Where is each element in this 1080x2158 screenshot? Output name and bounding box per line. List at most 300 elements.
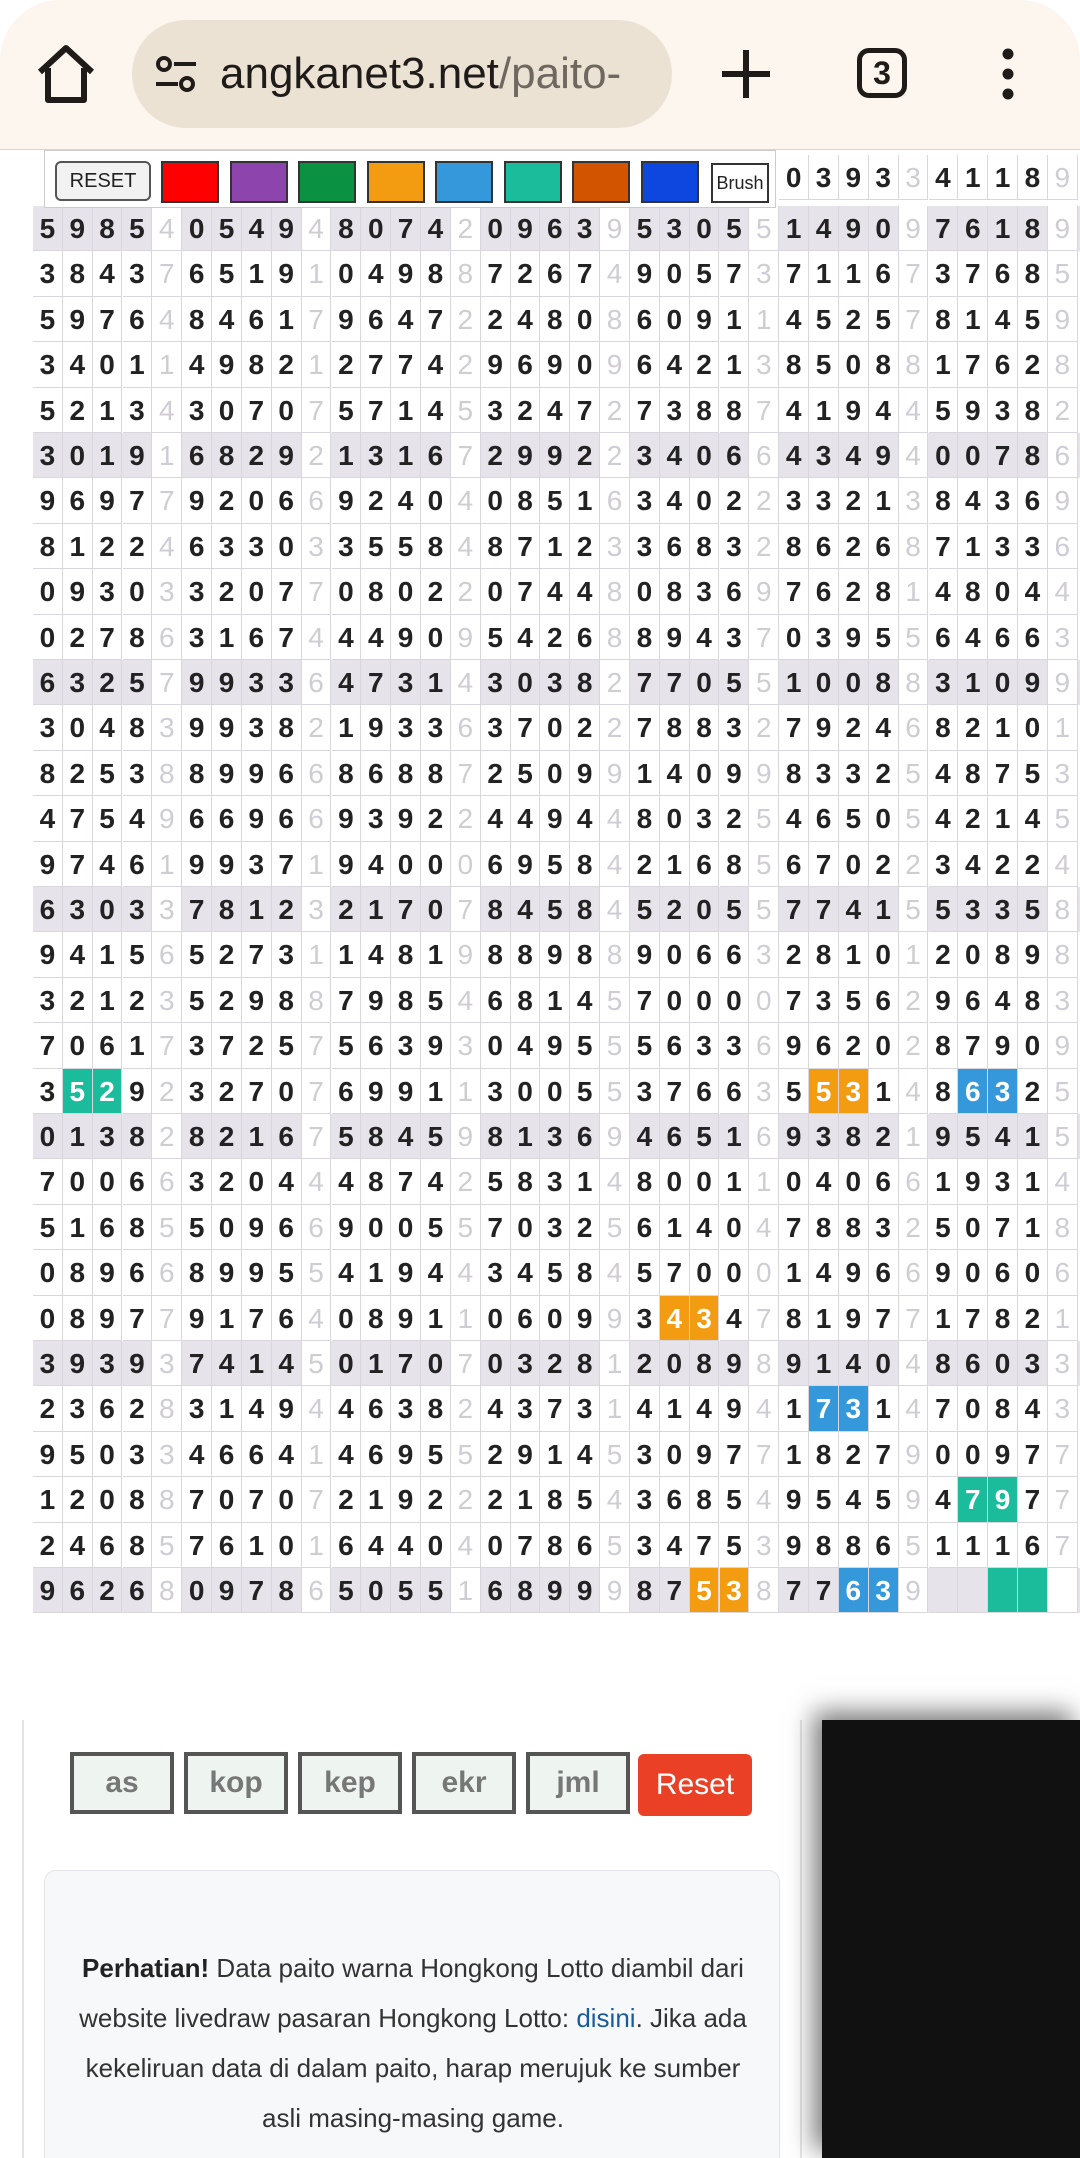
paito-cell[interactable]: 0 bbox=[272, 1523, 302, 1568]
paito-cell[interactable]: 1 bbox=[63, 524, 93, 569]
paito-cell[interactable]: 7 bbox=[988, 751, 1018, 796]
paito-cell[interactable]: 1 bbox=[958, 155, 988, 200]
paito-sep-cell[interactable]: 4 bbox=[302, 1159, 332, 1204]
paito-cell[interactable]: 2 bbox=[660, 887, 690, 932]
paito-sep-cell[interactable]: 2 bbox=[899, 842, 929, 887]
paito-cell[interactable]: 9 bbox=[929, 1114, 959, 1159]
paito-cell[interactable]: 9 bbox=[242, 751, 272, 796]
paito-sep-cell[interactable]: 7 bbox=[749, 1432, 779, 1477]
paito-cell[interactable]: 9 bbox=[540, 796, 570, 841]
paito-cell[interactable]: 6 bbox=[272, 1205, 302, 1250]
paito-sep-cell[interactable]: 1 bbox=[451, 1069, 481, 1114]
paito-cell[interactable]: 9 bbox=[182, 478, 212, 523]
paito-cell[interactable]: 6 bbox=[272, 1296, 302, 1341]
paito-cell[interactable]: 4 bbox=[1018, 1386, 1048, 1431]
paito-cell[interactable]: 9 bbox=[720, 1341, 750, 1386]
paito-cell[interactable]: 6 bbox=[212, 796, 242, 841]
paito-cell[interactable]: 8 bbox=[182, 751, 212, 796]
paito-cell[interactable]: 0 bbox=[481, 569, 511, 614]
paito-cell[interactable]: 9 bbox=[1018, 932, 1048, 977]
paito-sep-cell[interactable]: 2 bbox=[749, 478, 779, 523]
paito-sep-cell[interactable]: 6 bbox=[302, 1205, 332, 1250]
paito-cell[interactable]: 2 bbox=[481, 1477, 511, 1522]
paito-cell[interactable]: 6 bbox=[570, 1114, 600, 1159]
paito-cell[interactable]: 8 bbox=[182, 1114, 212, 1159]
paito-cell[interactable]: 3 bbox=[720, 1023, 750, 1068]
paito-cell[interactable]: 2 bbox=[958, 705, 988, 750]
paito-sep-cell[interactable]: 3 bbox=[1048, 978, 1078, 1023]
paito-sep-cell[interactable]: 8 bbox=[1048, 1205, 1078, 1250]
paito-cell[interactable]: 5 bbox=[33, 206, 63, 251]
paito-sep-cell[interactable]: 2 bbox=[451, 569, 481, 614]
paito-cell[interactable]: 1 bbox=[779, 660, 809, 705]
paito-cell[interactable]: 0 bbox=[839, 1159, 869, 1204]
paito-cell[interactable]: 4 bbox=[242, 1386, 272, 1431]
paito-cell[interactable]: 8 bbox=[421, 751, 451, 796]
paito-cell[interactable]: 3 bbox=[481, 1250, 511, 1295]
paito-cell[interactable]: 6 bbox=[212, 1432, 242, 1477]
paito-cell[interactable]: 7 bbox=[720, 251, 750, 296]
paito-cell[interactable]: 1 bbox=[570, 1159, 600, 1204]
paito-cell[interactable]: 1 bbox=[988, 705, 1018, 750]
paito-cell[interactable]: 0 bbox=[361, 1568, 391, 1613]
paito-cell[interactable]: 0 bbox=[570, 297, 600, 342]
option-button-as[interactable]: as bbox=[70, 1752, 174, 1814]
paito-cell[interactable]: 6 bbox=[272, 478, 302, 523]
paito-cell[interactable]: 4 bbox=[272, 1159, 302, 1204]
paito-cell[interactable]: 2 bbox=[123, 978, 153, 1023]
paito-cell[interactable]: 2 bbox=[272, 342, 302, 387]
paito-cell[interactable]: 1 bbox=[242, 1341, 272, 1386]
paito-sep-cell[interactable]: 7 bbox=[302, 1023, 332, 1068]
paito-sep-cell[interactable]: 3 bbox=[152, 887, 182, 932]
paito-cell[interactable]: 8 bbox=[690, 1477, 720, 1522]
paito-cell[interactable]: 2 bbox=[958, 796, 988, 841]
paito-sep-cell[interactable]: 9 bbox=[600, 206, 630, 251]
paito-sep-cell[interactable]: 5 bbox=[749, 887, 779, 932]
paito-cell[interactable]: 9 bbox=[33, 932, 63, 977]
paito-sep-cell[interactable]: 2 bbox=[152, 1114, 182, 1159]
paito-cell[interactable]: 9 bbox=[33, 842, 63, 887]
paito-sep-cell[interactable]: 9 bbox=[899, 1432, 929, 1477]
paito-sep-cell[interactable]: 5 bbox=[899, 1523, 929, 1568]
paito-sep-cell[interactable]: 2 bbox=[749, 524, 779, 569]
paito-sep-cell[interactable]: 1 bbox=[302, 251, 332, 296]
paito-cell[interactable]: 5 bbox=[421, 978, 451, 1023]
paito-cell[interactable]: 5 bbox=[212, 251, 242, 296]
paito-cell[interactable]: 1 bbox=[720, 1114, 750, 1159]
paito-cell[interactable]: 7 bbox=[242, 1477, 272, 1522]
paito-cell[interactable]: 9 bbox=[242, 1250, 272, 1295]
paito-cell[interactable]: 8 bbox=[540, 1523, 570, 1568]
paito-cell[interactable]: 9 bbox=[511, 1432, 541, 1477]
paito-sep-cell[interactable]: 1 bbox=[302, 842, 332, 887]
paito-cell[interactable]: 8 bbox=[361, 569, 391, 614]
paito-cell[interactable]: 0 bbox=[660, 297, 690, 342]
paito-sep-cell[interactable]: 6 bbox=[451, 705, 481, 750]
paito-cell[interactable]: 0 bbox=[720, 978, 750, 1023]
paito-cell[interactable]: 6 bbox=[93, 1523, 123, 1568]
paito-cell[interactable]: 5 bbox=[720, 206, 750, 251]
paito-sep-cell[interactable]: 6 bbox=[302, 660, 332, 705]
paito-sep-cell[interactable]: 5 bbox=[1048, 1069, 1078, 1114]
paito-sep-cell[interactable]: 8 bbox=[600, 615, 630, 660]
paito-cell[interactable]: 1 bbox=[720, 1159, 750, 1204]
paito-cell[interactable]: 3 bbox=[869, 1205, 899, 1250]
paito-cell[interactable]: 4 bbox=[630, 1386, 660, 1431]
paito-sep-cell[interactable]: 7 bbox=[152, 660, 182, 705]
paito-cell[interactable]: 5 bbox=[391, 1568, 421, 1613]
paito-cell[interactable]: 0 bbox=[1018, 705, 1048, 750]
paito-cell[interactable]: 9 bbox=[391, 1069, 421, 1114]
paito-cell[interactable]: 0 bbox=[1018, 1250, 1048, 1295]
paito-sep-cell[interactable]: 9 bbox=[451, 1114, 481, 1159]
paito-cell[interactable]: 2 bbox=[690, 342, 720, 387]
paito-cell[interactable]: 9 bbox=[630, 251, 660, 296]
paito-cell[interactable]: 9 bbox=[332, 1205, 362, 1250]
paito-cell[interactable]: 8 bbox=[690, 524, 720, 569]
paito-cell[interactable]: 0 bbox=[33, 569, 63, 614]
paito-cell[interactable]: 4 bbox=[391, 1523, 421, 1568]
paito-sep-cell[interactable]: 5 bbox=[899, 615, 929, 660]
option-button-jml[interactable]: jml bbox=[526, 1752, 630, 1814]
paito-cell[interactable]: 3 bbox=[630, 1069, 660, 1114]
paito-cell[interactable]: 3 bbox=[630, 478, 660, 523]
paito-cell[interactable]: 0 bbox=[93, 887, 123, 932]
paito-cell[interactable]: 5 bbox=[779, 1069, 809, 1114]
paito-sep-cell[interactable]: 4 bbox=[749, 1205, 779, 1250]
paito-cell[interactable]: 4 bbox=[660, 1296, 690, 1341]
paito-cell[interactable]: 3 bbox=[33, 1341, 63, 1386]
paito-cell[interactable]: 4 bbox=[660, 342, 690, 387]
paito-cell[interactable]: 3 bbox=[361, 796, 391, 841]
paito-sep-cell[interactable]: 6 bbox=[1048, 524, 1078, 569]
paito-cell[interactable]: 2 bbox=[1018, 842, 1048, 887]
paito-cell[interactable]: 8 bbox=[33, 524, 63, 569]
paito-cell[interactable]: 2 bbox=[272, 887, 302, 932]
paito-cell[interactable]: 6 bbox=[242, 615, 272, 660]
paito-cell[interactable]: 8 bbox=[809, 1432, 839, 1477]
paito-cell[interactable]: 5 bbox=[630, 1250, 660, 1295]
paito-sep-cell[interactable]: 2 bbox=[451, 796, 481, 841]
paito-cell[interactable]: 0 bbox=[272, 1477, 302, 1522]
paito-sep-cell[interactable]: 8 bbox=[899, 524, 929, 569]
paito-cell[interactable]: 3 bbox=[182, 569, 212, 614]
paito-cell[interactable]: 8 bbox=[570, 842, 600, 887]
paito-cell[interactable]: 4 bbox=[839, 1477, 869, 1522]
paito-sep-cell[interactable]: 8 bbox=[152, 1477, 182, 1522]
paito-cell[interactable]: 8 bbox=[123, 1523, 153, 1568]
paito-sep-cell[interactable]: 5 bbox=[451, 388, 481, 433]
paito-cell[interactable]: 7 bbox=[182, 887, 212, 932]
paito-cell[interactable]: 5 bbox=[929, 887, 959, 932]
paito-cell[interactable]: 4 bbox=[839, 1341, 869, 1386]
paito-sep-cell[interactable]: 5 bbox=[600, 1023, 630, 1068]
paito-cell[interactable]: 6 bbox=[361, 297, 391, 342]
paito-sep-cell[interactable]: 7 bbox=[451, 887, 481, 932]
swatch-green[interactable] bbox=[298, 161, 356, 203]
paito-cell[interactable]: 5 bbox=[361, 524, 391, 569]
paito-cell[interactable]: 7 bbox=[779, 978, 809, 1023]
paito-sep-cell[interactable]: 5 bbox=[749, 206, 779, 251]
paito-sep-cell[interactable]: 5 bbox=[302, 1341, 332, 1386]
paito-cell[interactable]: 5 bbox=[690, 1114, 720, 1159]
paito-sep-cell[interactable]: 2 bbox=[302, 433, 332, 478]
paito-cell[interactable]: 4 bbox=[660, 478, 690, 523]
paito-sep-cell[interactable]: 7 bbox=[302, 388, 332, 433]
paito-cell[interactable]: 5 bbox=[421, 1432, 451, 1477]
paito-sep-cell[interactable]: 3 bbox=[152, 705, 182, 750]
paito-sep-cell[interactable]: 4 bbox=[451, 1523, 481, 1568]
paito-sep-cell[interactable]: 9 bbox=[600, 751, 630, 796]
paito-cell[interactable]: 6 bbox=[690, 842, 720, 887]
notice-link[interactable]: disini bbox=[576, 2003, 636, 2033]
paito-cell[interactable]: 1 bbox=[958, 524, 988, 569]
paito-cell[interactable]: 4 bbox=[361, 251, 391, 296]
paito-cell[interactable]: 0 bbox=[660, 796, 690, 841]
paito-cell[interactable]: 1 bbox=[988, 1523, 1018, 1568]
paito-cell[interactable]: 7 bbox=[361, 342, 391, 387]
paito-cell[interactable]: 7 bbox=[63, 842, 93, 887]
paito-cell[interactable]: 9 bbox=[869, 433, 899, 478]
paito-cell[interactable]: 4 bbox=[720, 1296, 750, 1341]
paito-sep-cell[interactable]: 6 bbox=[1048, 1250, 1078, 1295]
paito-cell[interactable]: 2 bbox=[361, 478, 391, 523]
paito-cell[interactable]: 4 bbox=[988, 297, 1018, 342]
paito-cell[interactable]: 6 bbox=[481, 842, 511, 887]
paito-cell[interactable]: 8 bbox=[660, 705, 690, 750]
paito-cell[interactable]: 7 bbox=[929, 524, 959, 569]
paito-cell[interactable]: 0 bbox=[242, 1159, 272, 1204]
paito-cell[interactable]: 1 bbox=[421, 1296, 451, 1341]
paito-cell[interactable]: 0 bbox=[481, 206, 511, 251]
paito-cell[interactable]: 0 bbox=[540, 1296, 570, 1341]
paito-sep-cell[interactable]: 5 bbox=[899, 751, 929, 796]
paito-cell[interactable]: 0 bbox=[421, 478, 451, 523]
swatch-orange[interactable] bbox=[367, 161, 425, 203]
paito-cell[interactable]: 7 bbox=[1018, 1477, 1048, 1522]
paito-sep-cell[interactable]: 7 bbox=[302, 1069, 332, 1114]
paito-cell[interactable]: 4 bbox=[958, 478, 988, 523]
paito-cell[interactable]: 0 bbox=[540, 751, 570, 796]
paito-cell[interactable]: 2 bbox=[869, 751, 899, 796]
paito-cell[interactable]: 3 bbox=[93, 569, 123, 614]
paito-cell[interactable]: 1 bbox=[421, 1069, 451, 1114]
paito-cell[interactable]: 3 bbox=[988, 1159, 1018, 1204]
paito-cell[interactable]: 9 bbox=[839, 615, 869, 660]
paito-sep-cell[interactable]: 9 bbox=[600, 1296, 630, 1341]
paito-cell[interactable]: 0 bbox=[839, 342, 869, 387]
paito-cell[interactable]: 8 bbox=[391, 978, 421, 1023]
paito-cell[interactable]: 7 bbox=[511, 569, 541, 614]
paito-cell[interactable]: 2 bbox=[839, 1432, 869, 1477]
paito-cell[interactable]: 4 bbox=[660, 1523, 690, 1568]
paito-cell[interactable]: 6 bbox=[332, 1069, 362, 1114]
paito-cell[interactable]: 3 bbox=[809, 1114, 839, 1159]
paito-cell[interactable]: 5 bbox=[332, 1568, 362, 1613]
paito-cell[interactable]: 5 bbox=[1018, 751, 1048, 796]
paito-cell[interactable]: 3 bbox=[123, 887, 153, 932]
paito-cell[interactable]: 0 bbox=[779, 615, 809, 660]
paito-sep-cell[interactable]: 5 bbox=[1048, 1114, 1078, 1159]
paito-cell[interactable]: 0 bbox=[63, 705, 93, 750]
paito-cell[interactable]: 8 bbox=[869, 342, 899, 387]
paito-sep-cell[interactable]: 8 bbox=[749, 1341, 779, 1386]
paito-cell[interactable]: 9 bbox=[182, 1296, 212, 1341]
paito-cell[interactable]: 1 bbox=[332, 705, 362, 750]
paito-cell[interactable]: 0 bbox=[242, 569, 272, 614]
paito-cell[interactable]: 5 bbox=[630, 1023, 660, 1068]
paito-sep-cell[interactable]: 7 bbox=[451, 1341, 481, 1386]
paito-cell[interactable]: 6 bbox=[869, 1159, 899, 1204]
paito-sep-cell[interactable]: 5 bbox=[600, 1205, 630, 1250]
paito-cell[interactable]: 4 bbox=[511, 1023, 541, 1068]
paito-cell[interactable]: 5 bbox=[481, 1159, 511, 1204]
paito-cell[interactable]: 7 bbox=[242, 1568, 272, 1613]
paito-sep-cell[interactable]: 5 bbox=[152, 1205, 182, 1250]
paito-cell[interactable]: 6 bbox=[869, 978, 899, 1023]
paito-cell[interactable]: 8 bbox=[123, 1477, 153, 1522]
paito-cell[interactable]: 2 bbox=[839, 524, 869, 569]
paito-sep-cell[interactable]: 1 bbox=[899, 1114, 929, 1159]
paito-sep-cell[interactable]: 6 bbox=[899, 705, 929, 750]
home-icon[interactable] bbox=[30, 38, 102, 110]
paito-cell[interactable]: 9 bbox=[720, 1386, 750, 1431]
paito-cell[interactable]: 3 bbox=[809, 155, 839, 200]
paito-cell[interactable]: 8 bbox=[690, 388, 720, 433]
paito-cell[interactable]: 0 bbox=[332, 1341, 362, 1386]
paito-cell[interactable]: 4 bbox=[690, 1386, 720, 1431]
paito-cell[interactable]: 0 bbox=[481, 1296, 511, 1341]
paito-cell[interactable]: 8 bbox=[391, 932, 421, 977]
paito-cell[interactable]: 1 bbox=[361, 1341, 391, 1386]
paito-sep-cell[interactable]: 8 bbox=[1048, 887, 1078, 932]
paito-sep-cell[interactable]: 2 bbox=[600, 705, 630, 750]
brush-button[interactable]: Brush bbox=[711, 163, 769, 203]
paito-cell[interactable]: 9 bbox=[212, 842, 242, 887]
paito-cell[interactable]: 0 bbox=[511, 660, 541, 705]
paito-cell[interactable]: 1 bbox=[63, 1205, 93, 1250]
paito-cell[interactable]: 3 bbox=[123, 751, 153, 796]
paito-cell[interactable]: 4 bbox=[63, 932, 93, 977]
paito-cell[interactable]: 0 bbox=[779, 155, 809, 200]
paito-cell[interactable]: 4 bbox=[272, 1432, 302, 1477]
paito-cell[interactable]: 1 bbox=[988, 155, 1018, 200]
paito-sep-cell[interactable]: 4 bbox=[600, 842, 630, 887]
paito-cell[interactable]: 9 bbox=[212, 1250, 242, 1295]
paito-cell[interactable]: 9 bbox=[839, 388, 869, 433]
paito-cell[interactable]: 0 bbox=[421, 1523, 451, 1568]
paito-cell[interactable]: 3 bbox=[720, 705, 750, 750]
paito-sep-cell[interactable]: 5 bbox=[600, 978, 630, 1023]
paito-cell[interactable]: 9 bbox=[182, 660, 212, 705]
paito-sep-cell[interactable]: 4 bbox=[451, 478, 481, 523]
paito-cell[interactable]: 2 bbox=[511, 251, 541, 296]
paito-sep-cell[interactable]: 9 bbox=[899, 1568, 929, 1613]
paito-cell[interactable]: 6 bbox=[988, 1250, 1018, 1295]
paito-cell[interactable]: 9 bbox=[212, 342, 242, 387]
paito-cell[interactable]: 8 bbox=[123, 615, 153, 660]
paito-cell[interactable]: 9 bbox=[33, 1568, 63, 1613]
paito-sep-cell[interactable]: 4 bbox=[152, 388, 182, 433]
paito-cell[interactable]: 2 bbox=[212, 569, 242, 614]
paito-cell[interactable]: 9 bbox=[361, 1069, 391, 1114]
paito-cell[interactable]: 1 bbox=[391, 388, 421, 433]
tab-switcher-button[interactable]: 3 bbox=[857, 48, 907, 98]
paito-cell[interactable]: 4 bbox=[690, 615, 720, 660]
paito-cell[interactable]: 8 bbox=[63, 1250, 93, 1295]
paito-cell[interactable]: 9 bbox=[332, 796, 362, 841]
paito-cell[interactable]: 2 bbox=[570, 433, 600, 478]
paito-cell[interactable]: 3 bbox=[481, 1069, 511, 1114]
paito-cell[interactable]: 6 bbox=[958, 1069, 988, 1114]
paito-cell[interactable]: 3 bbox=[511, 1386, 541, 1431]
paito-cell[interactable]: 2 bbox=[570, 1205, 600, 1250]
paito-sep-cell[interactable]: 8 bbox=[152, 1386, 182, 1431]
paito-cell[interactable]: 5 bbox=[690, 1568, 720, 1613]
paito-cell[interactable]: 5 bbox=[809, 1477, 839, 1522]
paito-cell[interactable]: 7 bbox=[391, 1341, 421, 1386]
paito-sep-cell[interactable]: 7 bbox=[302, 1477, 332, 1522]
paito-cell[interactable]: 3 bbox=[929, 842, 959, 887]
paito-cell[interactable]: 4 bbox=[481, 796, 511, 841]
paito-cell[interactable]: 8 bbox=[123, 705, 153, 750]
paito-cell[interactable]: 7 bbox=[242, 388, 272, 433]
paito-cell[interactable]: 8 bbox=[182, 1250, 212, 1295]
paito-cell[interactable]: 1 bbox=[421, 932, 451, 977]
paito-cell[interactable]: 0 bbox=[690, 978, 720, 1023]
paito-cell[interactable]: 4 bbox=[869, 388, 899, 433]
paito-cell[interactable]: 1 bbox=[93, 932, 123, 977]
paito-sep-cell[interactable]: 2 bbox=[451, 1386, 481, 1431]
paito-cell[interactable]: 6 bbox=[720, 569, 750, 614]
paito-sep-cell[interactable]: 9 bbox=[1048, 478, 1078, 523]
paito-cell[interactable]: 8 bbox=[929, 705, 959, 750]
paito-cell[interactable]: 4 bbox=[332, 1250, 362, 1295]
paito-cell[interactable]: 8 bbox=[272, 1568, 302, 1613]
paito-cell[interactable]: 2 bbox=[212, 978, 242, 1023]
paito-cell[interactable]: 4 bbox=[391, 478, 421, 523]
paito-cell[interactable]: 0 bbox=[93, 1159, 123, 1204]
paito-cell[interactable]: 9 bbox=[1018, 660, 1048, 705]
paito-cell[interactable]: 3 bbox=[182, 1023, 212, 1068]
paito-sep-cell[interactable]: 3 bbox=[302, 887, 332, 932]
paito-cell[interactable]: 2 bbox=[481, 297, 511, 342]
paito-cell[interactable]: 7 bbox=[332, 978, 362, 1023]
paito-cell[interactable]: 9 bbox=[421, 1023, 451, 1068]
paito-cell[interactable]: 6 bbox=[690, 1069, 720, 1114]
paito-cell[interactable]: 5 bbox=[720, 1477, 750, 1522]
paito-cell[interactable]: 6 bbox=[630, 1205, 660, 1250]
paito-cell[interactable]: 8 bbox=[690, 705, 720, 750]
paito-cell[interactable]: 0 bbox=[958, 1386, 988, 1431]
paito-cell[interactable]: 9 bbox=[33, 478, 63, 523]
paito-cell[interactable]: 7 bbox=[511, 524, 541, 569]
paito-cell[interactable]: 3 bbox=[123, 388, 153, 433]
paito-cell[interactable]: 9 bbox=[570, 1568, 600, 1613]
paito-cell[interactable]: 9 bbox=[212, 751, 242, 796]
paito-cell[interactable]: 4 bbox=[630, 1114, 660, 1159]
paito-cell[interactable]: 5 bbox=[63, 1432, 93, 1477]
paito-sep-cell[interactable]: 3 bbox=[1048, 1386, 1078, 1431]
paito-sep-cell[interactable]: 5 bbox=[1048, 251, 1078, 296]
paito-cell[interactable]: 5 bbox=[720, 660, 750, 705]
paito-sep-cell[interactable]: 7 bbox=[1048, 1432, 1078, 1477]
paito-cell[interactable]: 2 bbox=[869, 842, 899, 887]
paito-cell[interactable]: 2 bbox=[63, 388, 93, 433]
paito-cell[interactable]: 0 bbox=[421, 1341, 451, 1386]
paito-cell[interactable]: 8 bbox=[929, 478, 959, 523]
